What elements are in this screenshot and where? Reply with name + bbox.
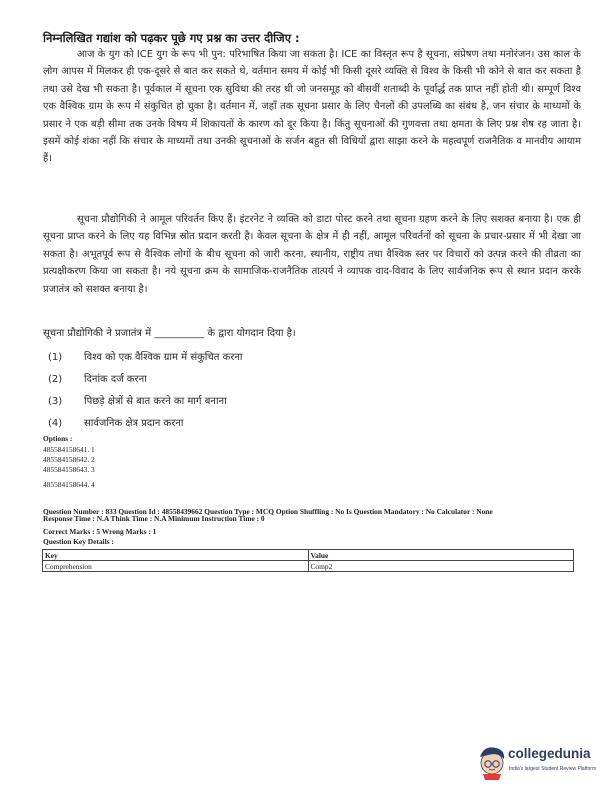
table-cell-key: Comprehension (43, 561, 309, 572)
option-number: (3) (48, 396, 63, 407)
marks-line: Correct Marks : 5 Wrong Marks : 1 (43, 527, 157, 536)
option-number: (2) (48, 374, 63, 385)
options-label: Options : (43, 434, 73, 443)
passage-paragraph-1: आज के युग को ICE युग के रूप भी पुन: परिभाषित किया जा सकता है। ICE का विस्तृत रूप है सूचना, संप्रेषण तथा मनोरंजन। उस काल के लोग आपस में मिलकर ही एक-दूसरे से बात कर सकते थे, वर्तमान समय में कोई भी किसी दूसरे व्यक्ति से विश्व के किसी भी कोने से बात कर सकता है तथा उसे देख भी सकता है। पूर्वकाल में सूचना एक सुविधा की तरह थी जो जनसमूह को बीसवीं शताब्दी के पूर्वार्द्ध तक प्राप्त नहीं होती थी। सम्पूर्ण विश्व एक वैश्विक ग्राम के रूप में संकुचित हो चुका है। वर्तमान में, जहाँ तक सूचना प्रसार के लिए चैनलों की उपलब्धि का संबंध है, जन संचार के माध्यमों के प्रसार ने एक बड़ी सीमा तक उनके विषय में शिकायतों के कारण को दूर किया है। किंतु सूचनाओं की गुणवत्ता तथा क्षमता के लिए प्रश्न शेष रह जाता है। इसमें कोई शंका नहीं कि संचार के माध्यमों तथा उनकी सूचनाओं के सर्जन बहुत सी विधियों द्वारा साझा करने के महत्वपूर्ण राजनैतिक व मानवीय आयाम हैं। (43, 49, 581, 165)
table-row (43, 561, 574, 572)
option-id-1: 485584158641. 1 (43, 445, 95, 454)
option-number: (4) (48, 418, 63, 429)
option-3 (48, 393, 227, 407)
collegedunia-tagline: India's largest Student Review Platform (509, 766, 597, 772)
table-header-row (43, 550, 574, 561)
option-id-4: 485584158644. 4 (43, 480, 95, 489)
option-text: सार्वजनिक क्षेत्र प्रदान करना (84, 418, 184, 429)
table-header-key: Key (43, 550, 309, 561)
option-number: (1) (48, 352, 63, 363)
collegedunia-logo-text: collegedunia (508, 746, 591, 761)
option-text: पिछड़े क्षेत्रों से बात करने का मार्ग बनाना (84, 396, 227, 407)
option-text: विश्व को एक वैश्विक ग्राम में संकुचित करना (84, 352, 243, 363)
passage-paragraph-2: सूचना प्रौद्योगिकी ने आमूल परिवर्तन किए हैं। इंटरनेट ने व्यक्ति को डाटा पोस्ट करने तथा सूचना ग्रहण करने के लिए सशक्त बनाया है। एक ही सूचना प्राप्त करने के लिए यह विभिन्न स्रोत प्रदान करती है। केवल सूचना के क्षेत्र में ही नहीं, आमूल परिवर्तनों को सूचना के प्रचार-प्रसार में भी देखा जा सकता है। अभूतपूर्व रूप से वैश्विक लोगों के बीच सूचना को जारी करना, स्थानीय, राष्ट्रीय तथा वैश्विक स्तर पर विचारों को उत्पन्न करने की तीव्रता का प्रत्यक्षीकरण किया जा सकता है। नये सूचना क्रम के सामाजिक-राजनैतिक तात्पर्य ने व्यापक वाद-विवाद के लिए सार्वजनिक रूप से स्थान प्रदान करके प्रजातंत्र को सशक्त बनाया है। (43, 214, 581, 295)
question-meta-line: Question Number : 833 Question Id : 48558439662 Question Type : MCQ Option Shuffling : No Is Question Mandatory : No Calculator : None (43, 507, 493, 516)
passage-heading: निम्नलिखित गद्यांश को पढ़कर पूछे गए प्रश्न का उत्तर दीजिए : (43, 31, 300, 45)
key-details-label: Question Key Details : (43, 537, 114, 546)
option-4 (48, 415, 183, 429)
question-key-table (42, 549, 574, 572)
option-1 (48, 349, 243, 363)
question-text: सूचना प्रौद्योगिकी ने प्रजातंत्र में __________ के द्वारा योगदान दिया है। (43, 328, 296, 339)
option-text: दिनांक दर्ज करना (84, 374, 147, 385)
table-header-value: Value (308, 550, 574, 561)
table-cell-value: Comp2 (308, 561, 574, 572)
option-id-3: 485584158643. 3 (43, 465, 95, 474)
option-2 (48, 371, 147, 385)
response-time-line: Response Time : N.A Think Time : N.A Minimum Instruction Time : 0 (43, 514, 265, 523)
option-id-2: 485584158642. 2 (43, 455, 95, 464)
